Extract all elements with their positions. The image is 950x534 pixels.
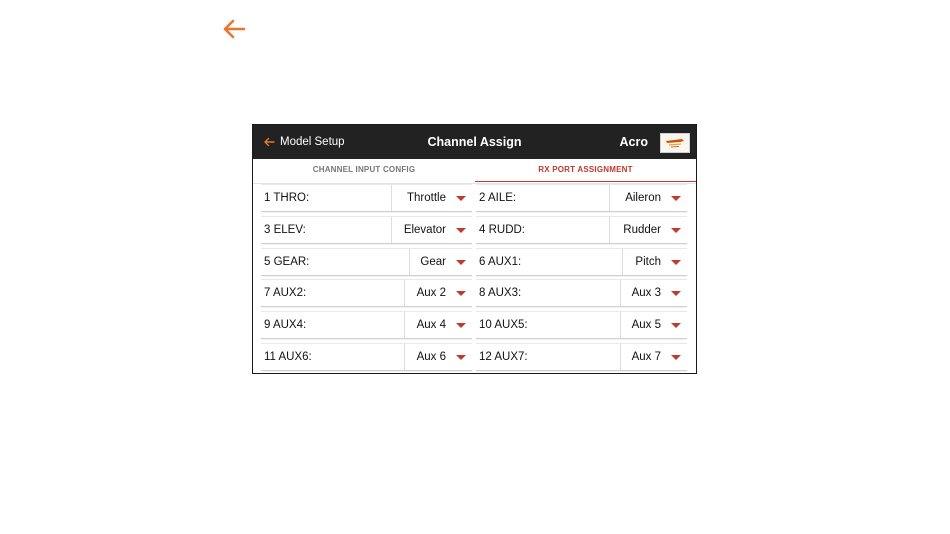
- channel-value: Aux 4: [416, 319, 446, 331]
- chevron-down-icon: [671, 323, 681, 328]
- chevron-down-icon: [671, 228, 681, 233]
- tab-rx-port-assignment[interactable]: RX PORT ASSIGNMENT: [475, 159, 696, 182]
- top-bar: [253, 125, 696, 159]
- channel-dropdown[interactable]: [622, 249, 687, 275]
- chevron-down-icon: [456, 291, 466, 296]
- channel-row: [261, 248, 472, 276]
- channel-row: [476, 248, 687, 276]
- chevron-down-icon: [671, 260, 681, 265]
- channel-dropdown[interactable]: [609, 185, 687, 211]
- channel-row: [476, 279, 687, 307]
- channel-label: 3 ELEV:: [264, 224, 306, 236]
- channel-label: 4 RUDD:: [479, 224, 526, 236]
- channel-dropdown[interactable]: [620, 280, 687, 306]
- model-thumbnail[interactable]: [660, 133, 690, 153]
- channel-row: [476, 184, 687, 212]
- channel-value: Aileron: [625, 192, 661, 204]
- chevron-down-icon: [456, 323, 466, 328]
- chevron-down-icon: [456, 355, 466, 360]
- channel-dropdown[interactable]: [409, 249, 472, 275]
- chevron-down-icon: [671, 355, 681, 360]
- channel-label: 12 AUX7:: [479, 351, 528, 363]
- channel-row: [261, 343, 472, 371]
- chevron-down-icon: [671, 291, 681, 296]
- channel-dropdown[interactable]: [620, 312, 687, 338]
- channel-value: Throttle: [407, 192, 446, 204]
- channel-label: 8 AUX3:: [479, 287, 522, 299]
- chevron-down-icon: [456, 260, 466, 265]
- back-button[interactable]: [218, 15, 250, 43]
- channel-value: Aux 3: [631, 287, 661, 299]
- channel-row: [476, 216, 687, 244]
- channel-label: 6 AUX1:: [479, 256, 522, 268]
- channel-value: Elevator: [403, 224, 446, 236]
- channel-label: 10 AUX5:: [479, 319, 528, 331]
- channel-row: [261, 216, 472, 244]
- channel-label: 2 AILE:: [479, 192, 517, 204]
- channel-value: Gear: [420, 256, 446, 268]
- channel-label: 11 AUX6:: [264, 351, 312, 363]
- chevron-down-icon: [456, 228, 466, 233]
- channel-value: Aux 2: [416, 287, 446, 299]
- channel-label: 5 GEAR:: [264, 256, 310, 268]
- model-thumbnail-icon: [661, 134, 689, 152]
- channel-row: [476, 343, 687, 371]
- channel-row: [476, 311, 687, 339]
- channel-value: Aux 6: [416, 351, 446, 363]
- page-title: Channel Assign: [427, 135, 522, 149]
- channel-dropdown[interactable]: [404, 344, 472, 370]
- chevron-down-icon: [671, 196, 681, 201]
- channel-dropdown[interactable]: [391, 217, 472, 243]
- arrow-left-icon: [221, 18, 247, 40]
- channel-dropdown[interactable]: [609, 217, 687, 243]
- arrow-left-icon: [263, 137, 275, 147]
- tab-channel-input-config[interactable]: CHANNEL INPUT CONFIG: [312, 165, 416, 174]
- channel-value: Aux 5: [631, 319, 661, 331]
- tab-bar: [253, 159, 696, 184]
- back-label: Model Setup: [280, 136, 345, 148]
- model-setup-back-button[interactable]: [263, 125, 345, 159]
- channel-value: Aux 7: [631, 351, 661, 363]
- channel-value: Pitch: [635, 256, 661, 268]
- channel-row: [261, 184, 472, 212]
- channel-dropdown[interactable]: [404, 312, 472, 338]
- channel-row: [261, 311, 472, 339]
- channel-value: Rudder: [623, 224, 661, 236]
- channel-dropdown[interactable]: [391, 185, 472, 211]
- channel-row: [261, 279, 472, 307]
- channel-dropdown[interactable]: [620, 344, 687, 370]
- channel-label: 7 AUX2:: [264, 287, 307, 299]
- transmitter-screen: [252, 124, 697, 374]
- channel-label: 1 THRO:: [264, 192, 310, 204]
- chevron-down-icon: [456, 196, 466, 201]
- model-name: Acro: [619, 135, 648, 149]
- channel-label: 9 AUX4:: [264, 319, 307, 331]
- channel-dropdown[interactable]: [404, 280, 472, 306]
